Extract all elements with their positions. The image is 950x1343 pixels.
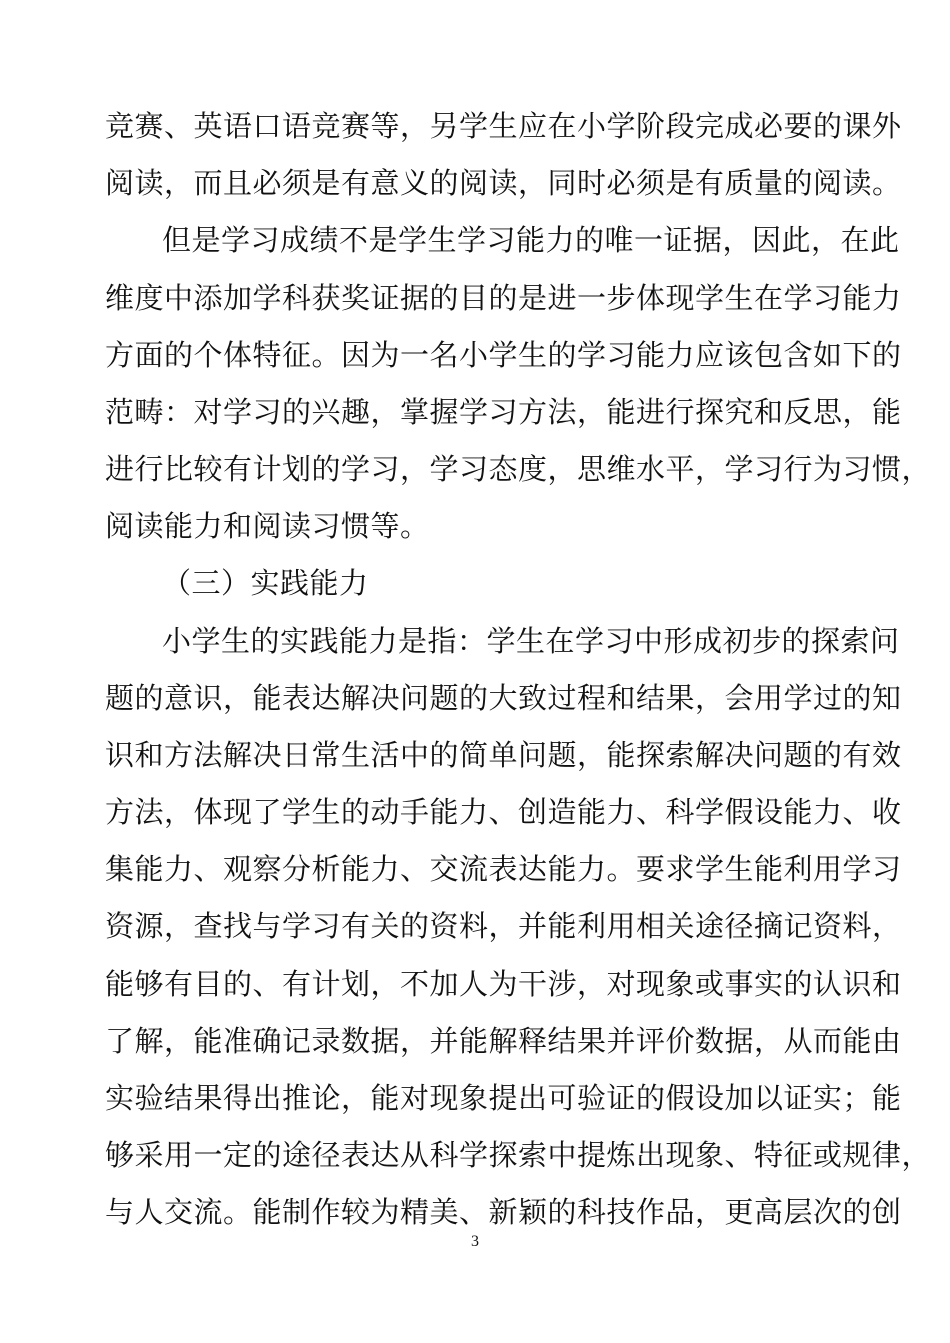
paragraph-line: 但是学习成绩不是学生学习能力的唯一证据，因此，在此 <box>162 223 900 257</box>
paragraph-line: 小学生的实践能力是指：学生在学习中形成初步的探索问 <box>162 624 900 658</box>
paragraph-line: 竞赛、英语口语竞赛等，另学生应在小学阶段完成必要的课外 <box>105 109 902 143</box>
paragraph-line: 范畴：对学习的兴趣，掌握学习方法，能进行探究和反思，能 <box>105 395 902 429</box>
paragraph-line: 集能力、观察分析能力、交流表达能力。要求学生能利用学习 <box>105 852 902 886</box>
paragraph-line: 阅读，而且必须是有意义的阅读，同时必须是有质量的阅读。 <box>105 166 902 200</box>
paragraph-line: 进行比较有计划的学习，学习态度，思维水平，学习行为习惯， <box>105 452 932 486</box>
paragraph-line: 阅读能力和阅读习惯等。 <box>105 509 430 543</box>
paragraph-line: 能够有目的、有计划，不加人为干涉，对现象或事实的认识和 <box>105 967 902 1001</box>
paragraph-line: 实验结果得出推论，能对现象提出可验证的假设加以证实；能 <box>105 1081 902 1115</box>
paragraph-line: 资源，查找与学习有关的资料，并能利用相关途径摘记资料， <box>105 909 902 943</box>
paragraph-line: 够采用一定的途径表达从科学探索中提炼出现象、特征或规律， <box>105 1138 932 1172</box>
paragraph-line: 题的意识，能表达解决问题的大致过程和结果，会用学过的知 <box>105 681 902 715</box>
page-number: 3 <box>471 1233 479 1250</box>
section-heading: （三）实践能力 <box>162 566 369 600</box>
paragraph-line: 方法，体现了学生的动手能力、创造能力、科学假设能力、收 <box>105 795 902 829</box>
paragraph-line: 了解，能准确记录数据，并能解释结果并评价数据，从而能由 <box>105 1024 902 1058</box>
paragraph-line: 与人交流。能制作较为精美、新颖的科技作品，更高层次的创 <box>105 1195 902 1229</box>
paragraph-line: 维度中添加学科获奖证据的目的是进一步体现学生在学习能力 <box>105 281 902 315</box>
paragraph-line: 方面的个体特征。因为一名小学生的学习能力应该包含如下的 <box>105 338 902 372</box>
paragraph-line: 识和方法解决日常生活中的简单问题，能探索解决问题的有效 <box>105 738 902 772</box>
